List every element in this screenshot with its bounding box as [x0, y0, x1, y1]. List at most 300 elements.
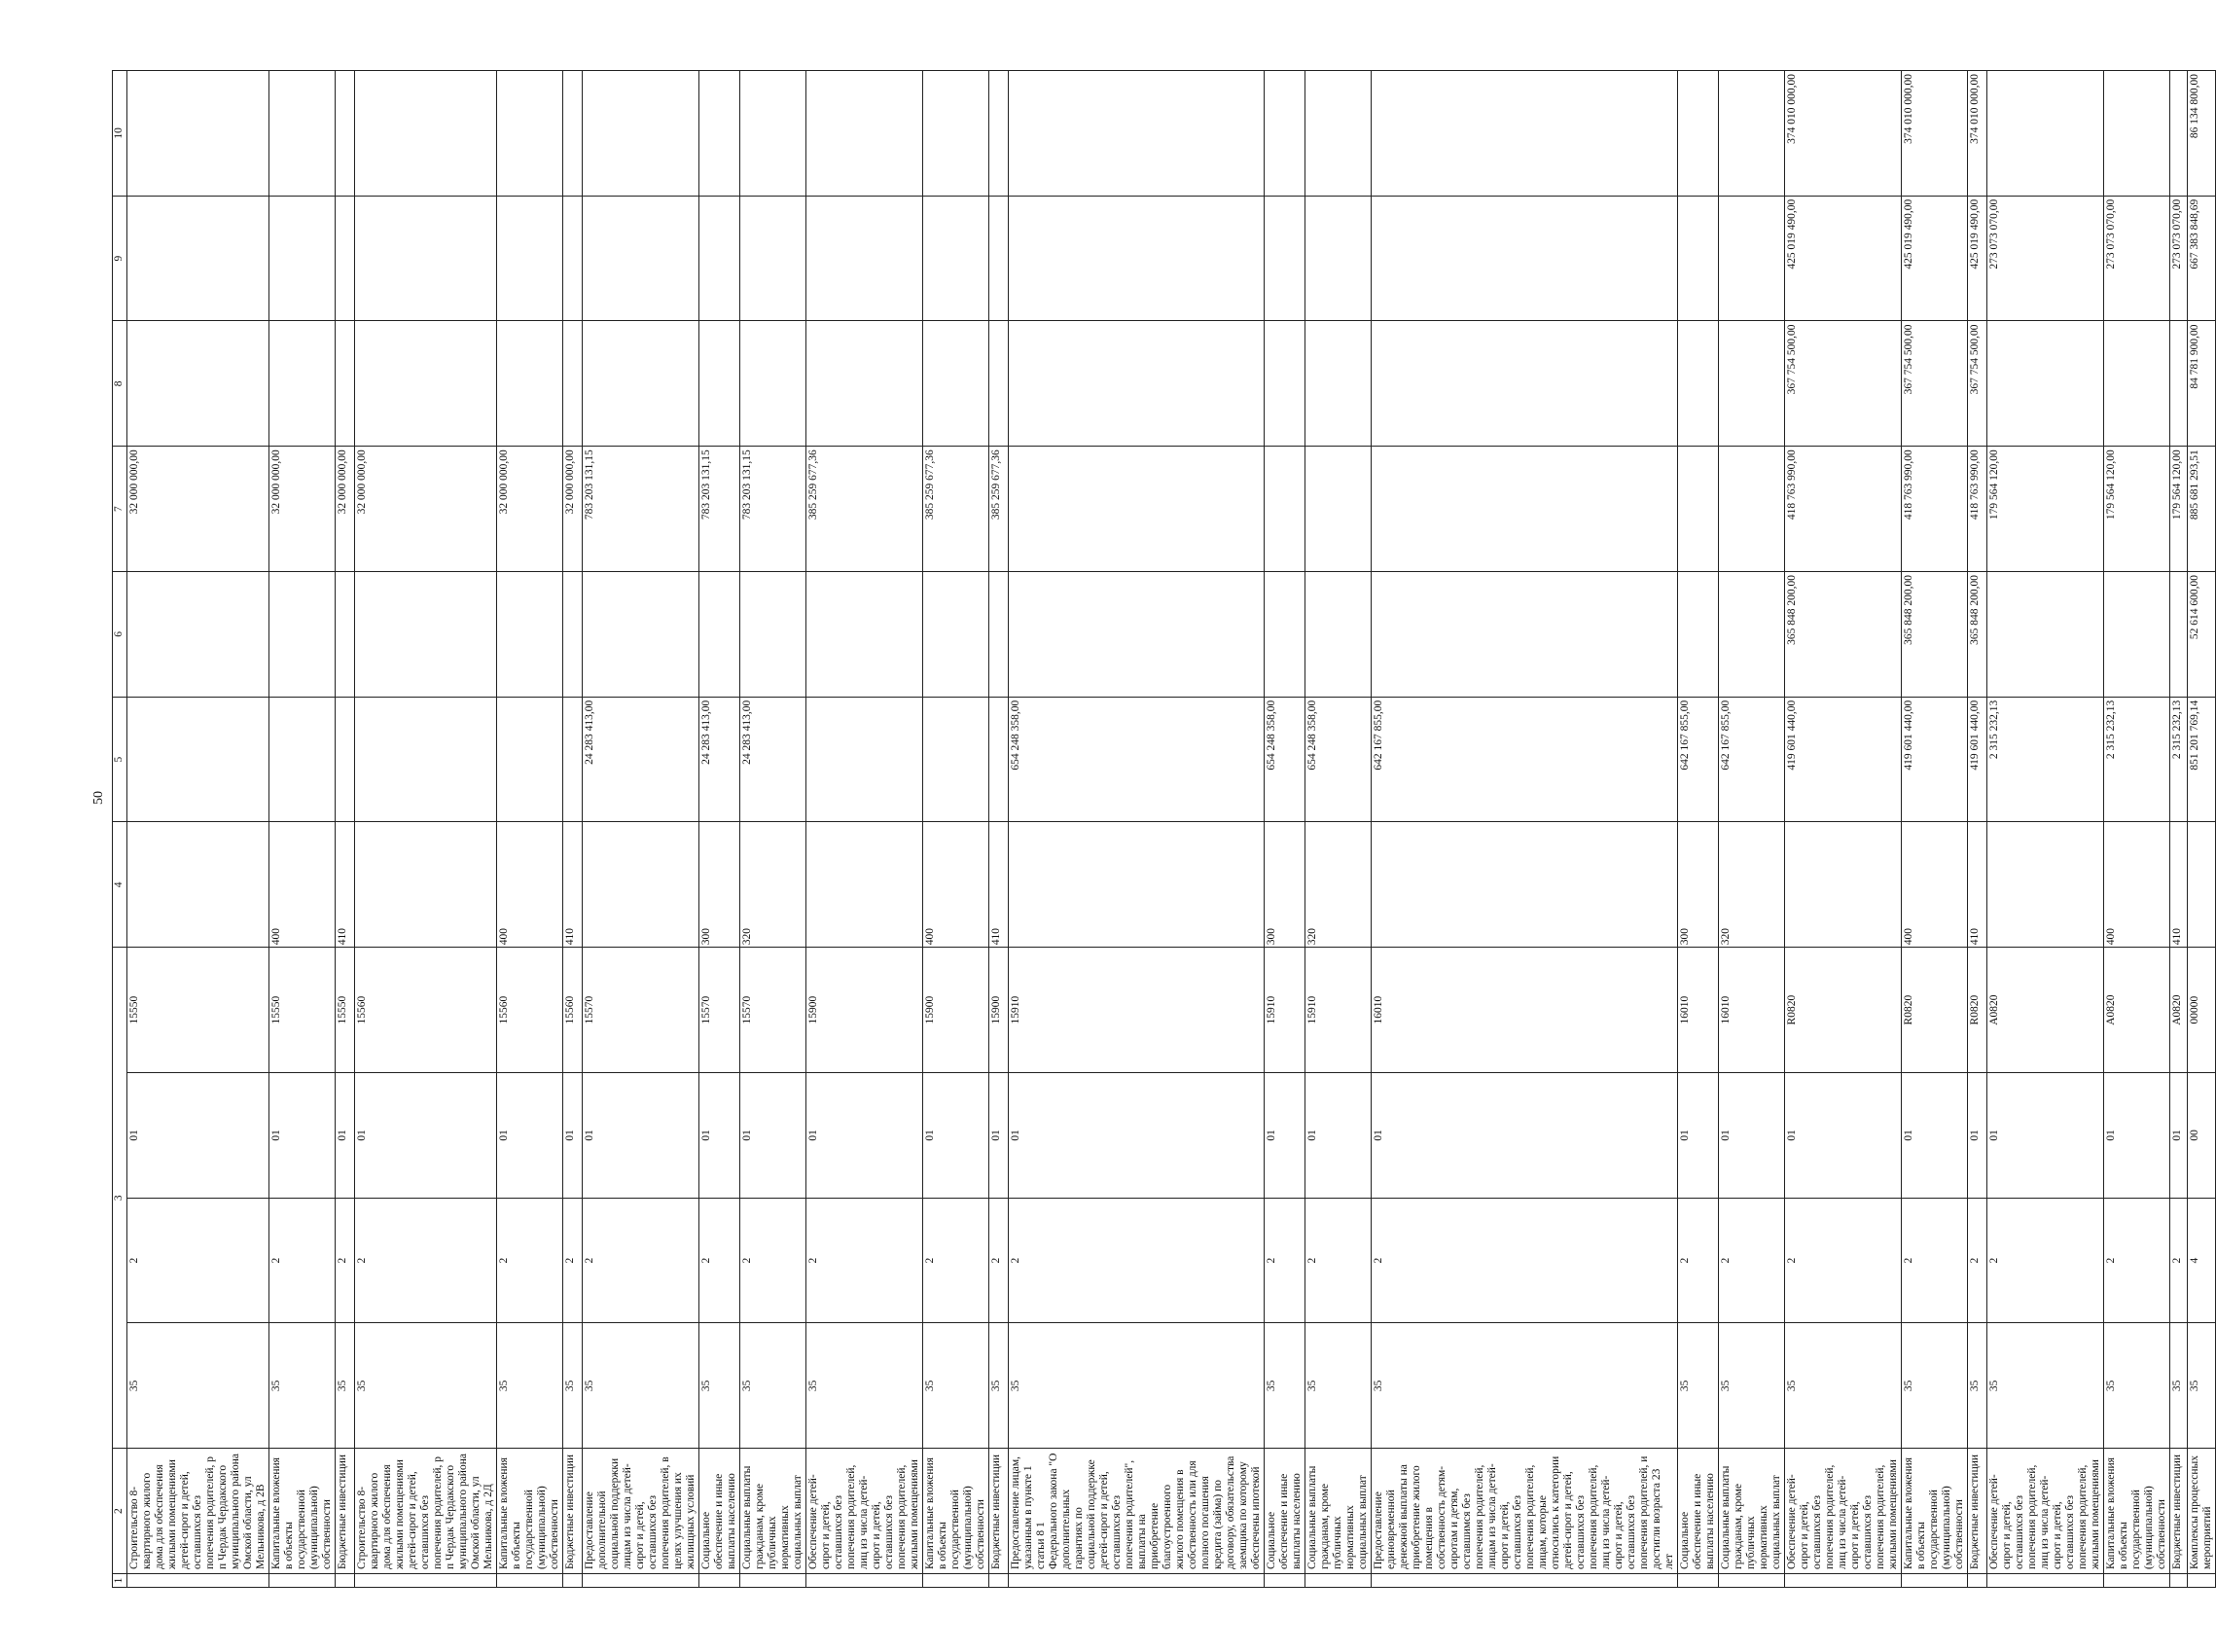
- budget-item-name: Обеспечение детей-сирот и детей, оставшихся без попечения родителей, лиц из числа детей-сирот и детей, оставшихся без попечения родителей, жилыми помещениями: [806, 1449, 923, 1574]
- expense-type-code: 400: [269, 822, 336, 948]
- table-row: [2188, 71, 2216, 1588]
- amount-col-6: [1678, 572, 1719, 698]
- row-number-cell: [127, 1574, 269, 1588]
- code-type: 2: [740, 1198, 806, 1323]
- budget-item-name: Бюджетные инвестиции: [336, 1449, 355, 1574]
- amount-col-7: 179 564 120,00: [2170, 447, 2188, 572]
- header-row: [113, 71, 127, 1588]
- budget-item-name: Капитальные вложения в объекты государственной (муниципальной) собственности: [2104, 1449, 2170, 1574]
- amount-col-9: 425 019 490,00: [1968, 196, 1987, 321]
- code-subprogram: 01: [2170, 1073, 2188, 1199]
- amount-col-8: [127, 321, 269, 447]
- amount-col-9: [1719, 196, 1785, 321]
- code-program: 35: [989, 1323, 1009, 1449]
- amount-col-6: 365 848 200,00: [1902, 572, 1968, 698]
- expense-type-code: 300: [699, 822, 740, 948]
- row-number-cell: [1305, 1574, 1372, 1588]
- row-number-cell: [989, 1574, 1009, 1588]
- table-row: [563, 71, 583, 1588]
- code-direction: 00000: [2188, 948, 2216, 1073]
- amount-col-10: [1009, 71, 1265, 197]
- code-program: 35: [127, 1323, 269, 1449]
- budget-item-name: Капитальные вложения в объекты государственной (муниципальной) собственности: [923, 1449, 989, 1574]
- amount-col-7: [1719, 447, 1785, 572]
- row-number-cell: [1009, 1574, 1265, 1588]
- amount-col-10: [1265, 71, 1305, 197]
- amount-col-9: 273 073 070,00: [1987, 196, 2104, 321]
- budget-item-name: Бюджетные инвестиции: [563, 1449, 583, 1574]
- budget-item-name: Предоставление единовременной денежной выплаты на приобретение жилого помещения в собственность детям-сиротам и детям, оставшимся без попечения родителей, лицам из числа детей-сирот и детей, оставшихся без попечения родителей, лицам, которые относились к категории детей-сирот и детей, оставшихся без попечения родителей, лиц из числа детей-сирот и детей, оставшихся без попечения родителей, и достигли возраста 23 лет: [1372, 1449, 1678, 1574]
- code-program: 35: [923, 1323, 989, 1449]
- code-type: 2: [1265, 1198, 1305, 1323]
- code-type: 2: [497, 1198, 563, 1323]
- code-direction: 15570: [583, 948, 699, 1073]
- expense-type-code: [1785, 822, 1902, 948]
- amount-col-7: 32 000 000,00: [127, 447, 269, 572]
- code-subprogram: 01: [355, 1073, 497, 1199]
- amount-col-5: [497, 697, 563, 822]
- amount-col-6: [989, 572, 1009, 698]
- code-program: 35: [583, 1323, 699, 1449]
- amount-col-5: [336, 697, 355, 822]
- row-number-cell: [1678, 1574, 1719, 1588]
- code-program: 35: [563, 1323, 583, 1449]
- amount-col-8: [2170, 321, 2188, 447]
- amount-col-9: [699, 196, 740, 321]
- expense-type-code: [2188, 822, 2216, 948]
- amount-col-7: 32 000 000,00: [336, 447, 355, 572]
- amount-col-5: [269, 697, 336, 822]
- code-subprogram: 01: [1678, 1073, 1719, 1199]
- code-direction: R0820: [1968, 948, 1987, 1073]
- amount-col-10: [1305, 71, 1372, 197]
- amount-col-5: [806, 697, 923, 822]
- amount-col-8: [1678, 321, 1719, 447]
- budget-item-name: Капитальные вложения в объекты государственной (муниципальной) собственности: [1902, 1449, 1968, 1574]
- budget-item-name: Предоставление дополнительной социальной поддержки лицам из числа детей-сирот и детей, оставшихся без попечения родителей, в целях улучшения их жилищных условий: [583, 1449, 699, 1574]
- amount-col-6: [1719, 572, 1785, 698]
- budget-table-rotated: [112, 70, 2213, 1588]
- code-type: 2: [2104, 1198, 2170, 1323]
- amount-col-8: [497, 321, 563, 447]
- code-type: 2: [583, 1198, 699, 1323]
- code-program: 35: [1009, 1323, 1265, 1449]
- amount-col-8: [2104, 321, 2170, 447]
- code-subprogram: 01: [127, 1073, 269, 1199]
- amount-col-6: [1265, 572, 1305, 698]
- amount-col-8: [563, 321, 583, 447]
- amount-col-6: [336, 572, 355, 698]
- row-number-cell: [336, 1574, 355, 1588]
- budget-table: [112, 70, 2216, 1588]
- amount-col-10: [269, 71, 336, 197]
- amount-col-9: [1265, 196, 1305, 321]
- table-row: [355, 71, 497, 1588]
- amount-col-5: 2 315 232,13: [2104, 697, 2170, 822]
- amount-col-5: 419 601 440,00: [1902, 697, 1968, 822]
- expense-type-code: [1987, 822, 2104, 948]
- code-type: 2: [563, 1198, 583, 1323]
- amount-col-6: [1305, 572, 1372, 698]
- amount-col-6: [2104, 572, 2170, 698]
- row-number-cell: [923, 1574, 989, 1588]
- amount-col-7: [1305, 447, 1372, 572]
- amount-col-9: [583, 196, 699, 321]
- amount-col-5: 2 315 232,13: [2170, 697, 2188, 822]
- col-header-6: 6: [113, 572, 127, 698]
- expense-type-code: [1009, 822, 1265, 948]
- code-type: 2: [1719, 1198, 1785, 1323]
- table-row: [127, 71, 269, 1588]
- amount-col-5: [127, 697, 269, 822]
- expense-type-code: 410: [2170, 822, 2188, 948]
- amount-col-7: [1009, 447, 1265, 572]
- code-program: 35: [699, 1323, 740, 1449]
- code-type: 2: [1902, 1198, 1968, 1323]
- amount-col-8: [923, 321, 989, 447]
- amount-col-6: 365 848 200,00: [1785, 572, 1902, 698]
- amount-col-7: 385 259 677,36: [806, 447, 923, 572]
- amount-col-10: [806, 71, 923, 197]
- amount-col-10: [740, 71, 806, 197]
- budget-item-name: Обеспечение детей-сирот и детей, оставшихся без попечения родителей, лиц из числа детей-сирот и детей, оставшихся без попечения родителей, жилыми помещениями: [1785, 1449, 1902, 1574]
- expense-type-code: 400: [923, 822, 989, 948]
- table-row: [2170, 71, 2188, 1588]
- row-number-cell: [806, 1574, 923, 1588]
- expense-type-code: [355, 822, 497, 948]
- amount-col-8: [699, 321, 740, 447]
- amount-col-8: [1987, 321, 2104, 447]
- amount-col-7: 385 259 677,36: [923, 447, 989, 572]
- amount-col-9: [989, 196, 1009, 321]
- expense-type-code: 400: [497, 822, 563, 948]
- amount-col-10: [1719, 71, 1785, 197]
- code-direction: R0820: [1785, 948, 1902, 1073]
- amount-col-7: 783 203 131,15: [740, 447, 806, 572]
- row-number-cell: [1902, 1574, 1968, 1588]
- expense-type-code: 410: [563, 822, 583, 948]
- amount-col-6: [923, 572, 989, 698]
- col-header-3: 3: [113, 948, 127, 1449]
- code-type: 2: [1372, 1198, 1678, 1323]
- amount-col-5: 851 201 769,14: [2188, 697, 2216, 822]
- amount-col-7: [1265, 447, 1305, 572]
- budget-item-name: Бюджетные инвестиции: [1968, 1449, 1987, 1574]
- table-row: [269, 71, 336, 1588]
- amount-col-8: [806, 321, 923, 447]
- row-number-cell: [1785, 1574, 1902, 1588]
- amount-col-8: 84 781 900,00: [2188, 321, 2216, 447]
- amount-col-9: 425 019 490,00: [1785, 196, 1902, 321]
- amount-col-8: 367 754 500,00: [1968, 321, 1987, 447]
- table-row: [497, 71, 563, 1588]
- code-subprogram: 01: [1987, 1073, 2104, 1199]
- amount-col-6: [1009, 572, 1265, 698]
- row-number-cell: [740, 1574, 806, 1588]
- code-subprogram: 01: [1305, 1073, 1372, 1199]
- code-program: 35: [806, 1323, 923, 1449]
- amount-col-8: [355, 321, 497, 447]
- code-subprogram: 01: [1372, 1073, 1678, 1199]
- code-program: 35: [2170, 1323, 2188, 1449]
- amount-col-9: [1678, 196, 1719, 321]
- amount-col-9: [497, 196, 563, 321]
- expense-type-code: 400: [2104, 822, 2170, 948]
- expense-type-code: 400: [1902, 822, 1968, 948]
- row-number-cell: [563, 1574, 583, 1588]
- amount-col-7: 32 000 000,00: [269, 447, 336, 572]
- amount-col-7: 385 259 677,36: [989, 447, 1009, 572]
- amount-col-9: 425 019 490,00: [1902, 196, 1968, 321]
- budget-item-name: Бюджетные инвестиции: [989, 1449, 1009, 1574]
- code-program: 35: [1678, 1323, 1719, 1449]
- code-program: 35: [2104, 1323, 2170, 1449]
- code-direction: 15550: [127, 948, 269, 1073]
- code-type: 4: [2188, 1198, 2216, 1323]
- code-direction: 15910: [1265, 948, 1305, 1073]
- budget-item-name: Обеспечение детей-сирот и детей, оставшихся без попечения родителей, лиц из числа детей-сирот и детей, оставшихся без попечения родителей, жилыми помещениями: [1987, 1449, 2104, 1574]
- budget-item-name: Строительство 8-квартирного жилого дома для обеспечения жилыми помещениями детей-сирот и детей, оставшихся без попечения родителей, р п Чердак Чердакского муниципального района Омской области, ул Мельникова, д 2В: [127, 1449, 269, 1574]
- amount-col-9: 273 073 070,00: [2170, 196, 2188, 321]
- code-program: 35: [2188, 1323, 2216, 1449]
- budget-item-name: Социальные выплаты гражданам, кроме публичных нормативных социальных выплат: [740, 1449, 806, 1574]
- amount-col-6: [1372, 572, 1678, 698]
- amount-col-6: [583, 572, 699, 698]
- code-direction: R0820: [1902, 948, 1968, 1073]
- amount-col-8: [1305, 321, 1372, 447]
- table-row: [583, 71, 699, 1588]
- code-direction: 15570: [740, 948, 806, 1073]
- amount-col-7: 783 203 131,15: [583, 447, 699, 572]
- budget-item-name: Бюджетные инвестиции: [2170, 1449, 2188, 1574]
- code-program: 35: [1372, 1323, 1678, 1449]
- code-subprogram: 00: [2188, 1073, 2216, 1199]
- code-subprogram: 01: [923, 1073, 989, 1199]
- code-subprogram: 01: [1265, 1073, 1305, 1199]
- code-type: 2: [355, 1198, 497, 1323]
- expense-type-code: 410: [989, 822, 1009, 948]
- col-header-8: 8: [113, 321, 127, 447]
- amount-col-6: [699, 572, 740, 698]
- row-number-cell: [2170, 1574, 2188, 1588]
- expense-type-code: [1372, 822, 1678, 948]
- amount-col-10: [2104, 71, 2170, 197]
- amount-col-10: 374 010 000,00: [1785, 71, 1902, 197]
- row-number-cell: [1987, 1574, 2104, 1588]
- code-type: 2: [806, 1198, 923, 1323]
- code-direction: 15910: [1009, 948, 1265, 1073]
- code-subprogram: 01: [1009, 1073, 1265, 1199]
- expense-type-code: 320: [1305, 822, 1372, 948]
- code-subprogram: 01: [1785, 1073, 1902, 1199]
- amount-col-9: [127, 196, 269, 321]
- row-number-cell: [269, 1574, 336, 1588]
- amount-col-7: 32 000 000,00: [563, 447, 583, 572]
- code-subprogram: 01: [563, 1073, 583, 1199]
- code-type: 2: [1987, 1198, 2104, 1323]
- code-subprogram: 01: [1902, 1073, 1968, 1199]
- amount-col-10: [699, 71, 740, 197]
- budget-item-name: Капитальные вложения в объекты государственной (муниципальной) собственности: [497, 1449, 563, 1574]
- amount-col-8: [1719, 321, 1785, 447]
- amount-col-10: 374 010 000,00: [1902, 71, 1968, 197]
- amount-col-8: [989, 321, 1009, 447]
- code-type: 2: [923, 1198, 989, 1323]
- row-number-cell: [1265, 1574, 1305, 1588]
- amount-col-10: 374 010 000,00: [1968, 71, 1987, 197]
- amount-col-9: 667 383 848,69: [2188, 196, 2216, 321]
- amount-col-5: 642 167 855,00: [1372, 697, 1678, 822]
- amount-col-10: [2170, 71, 2188, 197]
- code-program: 35: [1902, 1323, 1968, 1449]
- code-type: 2: [989, 1198, 1009, 1323]
- code-subprogram: 01: [497, 1073, 563, 1199]
- code-direction: A0820: [1987, 948, 2104, 1073]
- code-type: 2: [2170, 1198, 2188, 1323]
- code-program: 35: [497, 1323, 563, 1449]
- amount-col-6: [355, 572, 497, 698]
- code-direction: 15550: [336, 948, 355, 1073]
- amount-col-10: [127, 71, 269, 197]
- code-subprogram: 01: [1719, 1073, 1785, 1199]
- amount-col-7: 179 564 120,00: [1987, 447, 2104, 572]
- amount-col-8: [336, 321, 355, 447]
- amount-col-9: [1372, 196, 1678, 321]
- amount-col-9: [740, 196, 806, 321]
- amount-col-5: 2 315 232,13: [1987, 697, 2104, 822]
- code-type: 2: [1968, 1198, 1987, 1323]
- budget-item-name: Комплексы процессных мероприятий: [2188, 1449, 2216, 1574]
- amount-col-9: [336, 196, 355, 321]
- row-number-cell: [1372, 1574, 1678, 1588]
- code-direction: 16010: [1719, 948, 1785, 1073]
- code-direction: A0820: [2104, 948, 2170, 1073]
- code-direction: 15560: [497, 948, 563, 1073]
- amount-col-6: [806, 572, 923, 698]
- row-number-cell: [2104, 1574, 2170, 1588]
- expense-type-code: 300: [1678, 822, 1719, 948]
- table-row: [699, 71, 740, 1588]
- col-header-1: 1: [113, 1574, 127, 1588]
- row-number-cell: [699, 1574, 740, 1588]
- row-number-cell: [583, 1574, 699, 1588]
- code-direction: 15560: [355, 948, 497, 1073]
- amount-col-6: 365 848 200,00: [1968, 572, 1987, 698]
- table-row: [989, 71, 1009, 1588]
- code-type: 2: [1785, 1198, 1902, 1323]
- amount-col-7: 32 000 000,00: [355, 447, 497, 572]
- col-header-9: 9: [113, 196, 127, 321]
- amount-col-7: 179 564 120,00: [2104, 447, 2170, 572]
- budget-item-name: Предоставление лицам, указанным в пункте 1 статьи 8 1 Федерального закона "О дополнительных гарантиях по социальной поддержке детей-сирот и детей, оставшихся без попечения родителей", выплаты на приобретение благоустроенного жилого помещения в собственность или для полного погашения кредита (займа) по договору, обязательства заемщика по которому обеспечены ипотекой: [1009, 1449, 1265, 1574]
- amount-col-6: [563, 572, 583, 698]
- expense-type-code: [127, 822, 269, 948]
- budget-item-name: Строительство 8-квартирного жилого дома для обеспечения жилыми помещениями детей-сирот и детей, оставшихся без попечения родителей, р п Чердак Чердакского муниципального района Омской области, ул Мельникова, д 2Д: [355, 1449, 497, 1574]
- code-program: 35: [355, 1323, 497, 1449]
- amount-col-8: [1009, 321, 1265, 447]
- table-row: [806, 71, 923, 1588]
- expense-type-code: 300: [1265, 822, 1305, 948]
- amount-col-5: 419 601 440,00: [1785, 697, 1902, 822]
- amount-col-6: [127, 572, 269, 698]
- amount-col-10: [563, 71, 583, 197]
- amount-col-6: [497, 572, 563, 698]
- table-row: [1719, 71, 1785, 1588]
- row-number-cell: [2188, 1574, 2216, 1588]
- amount-col-6: [2170, 572, 2188, 698]
- amount-col-10: [336, 71, 355, 197]
- table-row: [1372, 71, 1678, 1588]
- amount-col-6: 52 614 600,00: [2188, 572, 2216, 698]
- amount-col-10: [1678, 71, 1719, 197]
- code-subprogram: 01: [269, 1073, 336, 1199]
- col-header-5: 5: [113, 697, 127, 822]
- table-row: [1265, 71, 1305, 1588]
- code-type: 2: [1009, 1198, 1265, 1323]
- amount-col-5: 24 283 413,00: [583, 697, 699, 822]
- budget-item-name: Социальное обеспечение и иные выплаты населению: [1265, 1449, 1305, 1574]
- amount-col-6: [1987, 572, 2104, 698]
- code-type: 2: [699, 1198, 740, 1323]
- amount-col-8: 367 754 500,00: [1902, 321, 1968, 447]
- table-row: [1305, 71, 1372, 1588]
- row-number-cell: [1968, 1574, 1987, 1588]
- amount-col-5: [563, 697, 583, 822]
- amount-col-10: [583, 71, 699, 197]
- amount-col-7: [1678, 447, 1719, 572]
- code-subprogram: 01: [583, 1073, 699, 1199]
- table-row: [923, 71, 989, 1588]
- amount-col-8: 367 754 500,00: [1785, 321, 1902, 447]
- budget-item-name: Социальное обеспечение и иные выплаты населению: [1678, 1449, 1719, 1574]
- expense-type-code: 410: [336, 822, 355, 948]
- budget-item-name: Социальное обеспечение и иные выплаты населению: [699, 1449, 740, 1574]
- row-number-cell: [1719, 1574, 1785, 1588]
- code-direction: 15900: [989, 948, 1009, 1073]
- expense-type-code: 320: [1719, 822, 1785, 948]
- amount-col-5: 654 248 358,00: [1265, 697, 1305, 822]
- amount-col-7: [1372, 447, 1678, 572]
- code-program: 35: [269, 1323, 336, 1449]
- amount-col-5: 24 283 413,00: [740, 697, 806, 822]
- table-row: [1785, 71, 1902, 1588]
- amount-col-9: [923, 196, 989, 321]
- amount-col-5: 654 248 358,00: [1305, 697, 1372, 822]
- amount-col-5: [923, 697, 989, 822]
- code-type: 2: [1305, 1198, 1372, 1323]
- budget-item-name: Социальные выплаты гражданам, кроме публичных нормативных социальных выплат: [1305, 1449, 1372, 1574]
- code-program: 35: [336, 1323, 355, 1449]
- amount-col-5: 419 601 440,00: [1968, 697, 1987, 822]
- code-direction: A0820: [2170, 948, 2188, 1073]
- amount-col-10: [1372, 71, 1678, 197]
- table-row: [336, 71, 355, 1588]
- amount-col-5: 654 248 358,00: [1009, 697, 1265, 822]
- amount-col-9: [355, 196, 497, 321]
- budget-item-name: Капитальные вложения в объекты государственной (муниципальной) собственности: [269, 1449, 336, 1574]
- amount-col-8: [1372, 321, 1678, 447]
- amount-col-8: [1265, 321, 1305, 447]
- page-number: 50: [91, 791, 106, 805]
- code-program: 35: [1968, 1323, 1987, 1449]
- amount-col-5: [355, 697, 497, 822]
- amount-col-6: [740, 572, 806, 698]
- col-header-4: 4: [113, 822, 127, 948]
- code-direction: 15570: [699, 948, 740, 1073]
- code-program: 35: [1265, 1323, 1305, 1449]
- table-row: [1987, 71, 2104, 1588]
- code-subprogram: 01: [989, 1073, 1009, 1199]
